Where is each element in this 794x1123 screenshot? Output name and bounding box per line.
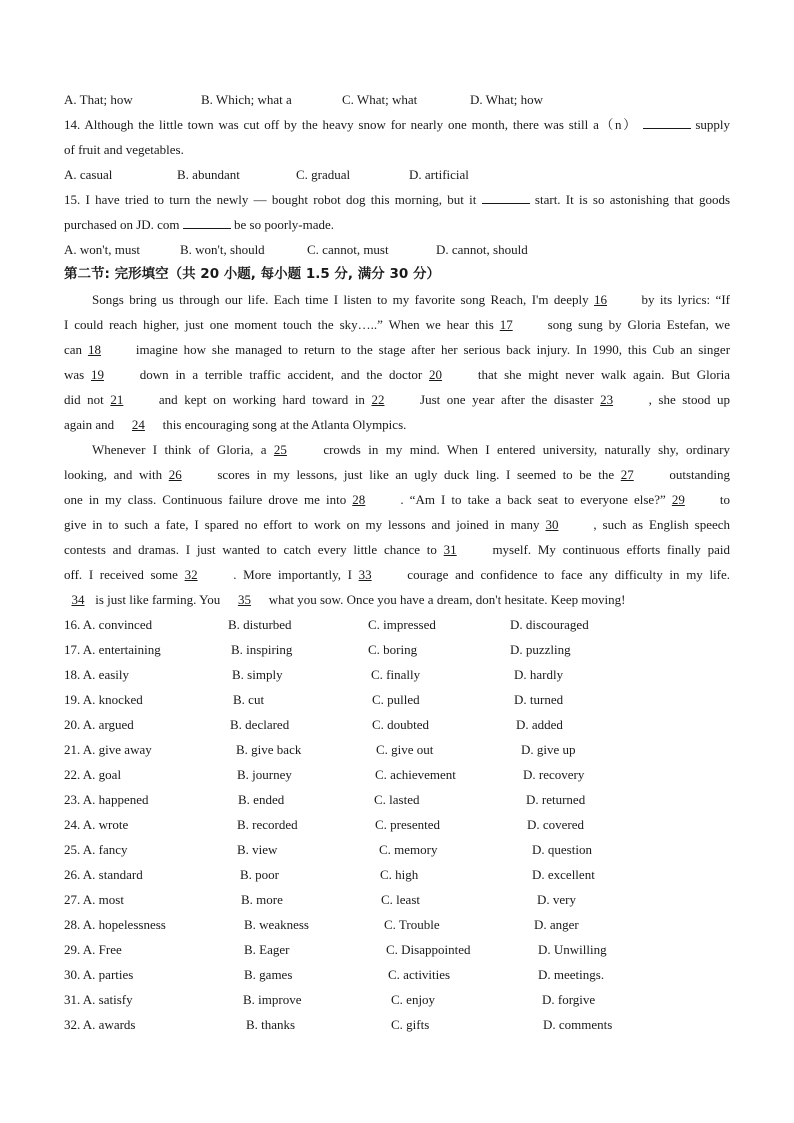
q21-option-b[interactable]: B. give back xyxy=(236,742,302,757)
passage-text: , she stood up xyxy=(648,392,731,407)
q18-option-b[interactable]: B. simply xyxy=(232,667,283,682)
choice-row-31 xyxy=(64,987,730,1012)
blank-32[interactable]: 32 xyxy=(184,567,198,582)
passage-line-7 xyxy=(92,437,730,462)
passage-text: did not xyxy=(64,392,104,407)
q26-option-b[interactable]: B. poor xyxy=(240,867,279,882)
q18-option-c[interactable]: C. finally xyxy=(371,667,421,682)
q27-option-b[interactable]: B. more xyxy=(241,892,283,907)
passage-text: was xyxy=(64,367,85,382)
choice-row-16 xyxy=(64,612,730,637)
q24-option-d[interactable]: D. covered xyxy=(527,817,585,832)
blank-28[interactable]: 28 xyxy=(352,492,366,507)
q22-option-c[interactable]: C. achievement xyxy=(375,767,456,782)
blank-35[interactable]: 35 xyxy=(237,592,251,607)
passage-text: can xyxy=(64,342,83,357)
q15-stem-a: 15. I have tried to turn the newly — bought robot dog this morning, but it xyxy=(64,192,477,207)
q13-option-b[interactable]: B. Which; what a xyxy=(201,92,292,107)
blank-16[interactable]: 16 xyxy=(594,292,608,307)
q30-option-b[interactable]: B. games xyxy=(244,967,293,982)
passage-line-13 xyxy=(64,587,730,612)
passage-line-10 xyxy=(64,512,730,537)
passage-line-12 xyxy=(64,562,730,587)
choice-row-20 xyxy=(64,712,730,737)
q14-stem-a: 14. Although the little town was cut off by the heavy snow for nearly one month, there was still a（n） xyxy=(64,117,638,132)
passage-text: to xyxy=(719,492,731,507)
q15-stem-c: purchased on JD. com xyxy=(64,217,180,232)
q23-option-b[interactable]: B. ended xyxy=(238,792,285,807)
choice-row-21 xyxy=(64,737,730,762)
q14-stem-b: supply xyxy=(695,117,731,132)
choice-row-24 xyxy=(64,812,730,837)
q28-option-d[interactable]: D. anger xyxy=(534,917,579,932)
q32-option-d[interactable]: D. comments xyxy=(543,1017,613,1032)
passage-text: and kept on working hard toward in xyxy=(158,392,365,407)
section-heading: 第二节: 完形填空（共 20 小题, 每小题 1.5 分, 满分 30 分） xyxy=(64,266,440,282)
q27-option-c[interactable]: C. least xyxy=(381,892,420,907)
passage-text: what you sow. Once you have a dream, don't hesitate. Keep moving! xyxy=(268,592,626,607)
passage-text: that she might never walk again. But Gloria xyxy=(477,367,730,382)
q24-option-c[interactable]: C. presented xyxy=(375,817,440,832)
q15-stem-line1 xyxy=(64,187,730,212)
q14-option-b[interactable]: B. abundant xyxy=(177,167,240,182)
q14-stem-line2 xyxy=(64,137,730,162)
passage-text: courage and confidence to face any difficulty in my life. xyxy=(407,567,731,582)
choice-row-30 xyxy=(64,962,730,987)
passage-line-2 xyxy=(64,312,730,337)
q20-option-b[interactable]: B. declared xyxy=(230,717,290,732)
q14-option-a[interactable]: A. casual xyxy=(64,167,113,182)
passage-line-11 xyxy=(64,537,730,562)
q15-answer-blank-2[interactable] xyxy=(183,216,231,229)
choice-row-29 xyxy=(64,937,730,962)
passage-text: one in my class. Continuous failure drove me into xyxy=(64,492,347,507)
blank-21[interactable]: 21 xyxy=(110,392,124,407)
q15-stem-d: be so poorly-made. xyxy=(234,217,335,232)
q30-option-c[interactable]: C. activities xyxy=(388,967,451,982)
passage-text: is just like farming. You xyxy=(95,592,221,607)
passage-text: off. I received some xyxy=(64,567,178,582)
passage-text: contests and dramas. I just wanted to catch every little chance to xyxy=(64,542,437,557)
passage-text: looking, and with xyxy=(64,467,163,482)
passage-line-1 xyxy=(92,287,730,312)
q21-option-d[interactable]: D. give up xyxy=(521,742,576,757)
q28-option-c[interactable]: C. Trouble xyxy=(384,917,440,932)
q14-stem-c: of fruit and vegetables. xyxy=(64,142,184,157)
q13-options xyxy=(64,87,730,112)
blank-19[interactable]: 19 xyxy=(91,367,104,382)
q26-option-c[interactable]: C. high xyxy=(380,867,419,882)
q24-option-a[interactable]: 24. A. wrote xyxy=(64,817,129,832)
q17-option-c[interactable]: C. boring xyxy=(368,642,418,657)
q19-option-b[interactable]: B. cut xyxy=(233,692,265,707)
q29-option-b[interactable]: B. Eager xyxy=(244,942,290,957)
q25-option-b[interactable]: B. view xyxy=(237,842,278,857)
blank-17[interactable]: 17 xyxy=(499,317,513,332)
q22-option-a[interactable]: 22. A. goal xyxy=(64,767,122,782)
blank-23[interactable]: 23 xyxy=(600,392,614,407)
q30-option-d[interactable]: D. meetings. xyxy=(538,967,605,982)
q25-option-d[interactable]: D. question xyxy=(532,842,592,857)
q32-option-c[interactable]: C. gifts xyxy=(391,1017,430,1032)
q29-option-a[interactable]: 29. A. Free xyxy=(64,942,122,957)
q16-option-c[interactable]: C. impressed xyxy=(368,617,436,632)
passage-text: again and xyxy=(64,417,115,432)
blank-30[interactable]: 30 xyxy=(545,517,559,532)
q19-option-c[interactable]: C. pulled xyxy=(372,692,420,707)
q13-option-c[interactable]: C. What; what xyxy=(342,92,418,107)
q15-stem-b: start. It is so astonishing that goods xyxy=(534,192,731,207)
q20-option-a[interactable]: 20. A. argued xyxy=(64,717,134,732)
q18-option-d[interactable]: D. hardly xyxy=(514,667,564,682)
q20-option-c[interactable]: C. doubted xyxy=(372,717,430,732)
passage-text: this encouraging song at the Atlanta Olympics. xyxy=(162,417,407,432)
q14-stem-line1 xyxy=(64,112,730,137)
passage-line-4 xyxy=(64,362,730,387)
q31-option-a[interactable]: 31. A. satisfy xyxy=(64,992,133,1007)
q29-option-c[interactable]: C. Disappointed xyxy=(386,942,471,957)
q25-option-a[interactable]: 25. A. fancy xyxy=(64,842,128,857)
blank-22[interactable]: 22 xyxy=(371,392,385,407)
blank-31[interactable]: 31 xyxy=(443,542,457,557)
q23-option-d[interactable]: D. returned xyxy=(526,792,586,807)
q24-option-b[interactable]: B. recorded xyxy=(237,817,298,832)
q20-option-d[interactable]: D. added xyxy=(516,717,563,732)
passage-text: by its lyrics: “If xyxy=(641,292,730,307)
passage-text: Songs bring us through our life. Each time I listen to my favorite song Reach, I'm deeply xyxy=(92,292,589,307)
q16-option-a[interactable]: 16. A. convinced xyxy=(64,617,153,632)
q14-options xyxy=(64,162,730,187)
q26-option-a[interactable]: 26. A. standard xyxy=(64,867,143,882)
q26-option-d[interactable]: D. excellent xyxy=(532,867,595,882)
q28-option-a[interactable]: 28. A. hopelessness xyxy=(64,917,166,932)
q16-option-b[interactable]: B. disturbed xyxy=(228,617,292,632)
q15-options xyxy=(64,237,730,262)
blank-20[interactable]: 20 xyxy=(429,367,443,382)
passage-line-5 xyxy=(64,387,730,412)
choice-row-28 xyxy=(64,912,730,937)
passage-text: Just one year after the disaster xyxy=(420,392,594,407)
choice-row-19 xyxy=(64,687,730,712)
q23-option-a[interactable]: 23. A. happened xyxy=(64,792,149,807)
choice-row-25 xyxy=(64,837,730,862)
q28-option-b[interactable]: B. weakness xyxy=(244,917,309,932)
q18-option-a[interactable]: 18. A. easily xyxy=(64,667,129,682)
q23-option-c[interactable]: C. lasted xyxy=(374,792,420,807)
q32-option-a[interactable]: 32. A. awards xyxy=(64,1017,136,1032)
passage-line-8 xyxy=(64,462,730,487)
choice-row-18 xyxy=(64,662,730,687)
q21-option-a[interactable]: 21. A. give away xyxy=(64,742,152,757)
q27-option-a[interactable]: 27. A. most xyxy=(64,892,124,907)
choice-row-17 xyxy=(64,637,730,662)
passage-text: , such as English speech xyxy=(593,517,731,532)
blank-25[interactable]: 25 xyxy=(273,442,287,457)
passage-line-6 xyxy=(64,412,730,437)
blank-24[interactable]: 24 xyxy=(131,417,145,432)
q17-option-d[interactable]: D. puzzling xyxy=(510,642,571,657)
passage-text: . More importantly, I xyxy=(233,567,352,582)
q14-option-d[interactable]: D. artificial xyxy=(409,167,469,182)
passage-text: give in to such a fate, I spared no effort to work on my lessons and joined in many xyxy=(64,517,540,532)
q17-option-b[interactable]: B. inspiring xyxy=(231,642,293,657)
blank-29[interactable]: 29 xyxy=(671,492,685,507)
passage-text: I could reach higher, just one moment touch the sky…..” When we hear this xyxy=(64,317,494,332)
choice-row-26 xyxy=(64,862,730,887)
q22-option-b[interactable]: B. journey xyxy=(237,767,292,782)
q13-option-a[interactable]: A. That; how xyxy=(64,92,133,107)
q31-option-d[interactable]: D. forgive xyxy=(542,992,596,1007)
passage-text: outstanding xyxy=(669,467,731,482)
passage-text: scores in my lessons, just like an ugly duck ling. I seemed to be the xyxy=(217,467,615,482)
q15-option-a[interactable]: A. won't, must xyxy=(64,242,141,257)
q15-option-b[interactable]: B. won't, should xyxy=(180,242,265,257)
q14-answer-blank[interactable] xyxy=(643,116,691,129)
passage-text: imagine how she managed to return to the stage after her serious back injury. In 1990, this Cub an singer xyxy=(135,342,731,357)
q19-option-d[interactable]: D. turned xyxy=(514,692,564,707)
q31-option-c[interactable]: C. enjoy xyxy=(391,992,436,1007)
choice-row-23 xyxy=(64,787,730,812)
q15-option-c[interactable]: C. cannot, must xyxy=(307,242,389,257)
q16-option-d[interactable]: D. discouraged xyxy=(510,617,589,632)
blank-26[interactable]: 26 xyxy=(168,467,182,482)
q15-stem-line2 xyxy=(64,212,730,237)
q13-option-d[interactable]: D. What; how xyxy=(470,92,544,107)
passage-text: Whenever I think of Gloria, a xyxy=(92,442,267,457)
q21-option-c[interactable]: C. give out xyxy=(376,742,434,757)
q25-option-c[interactable]: C. memory xyxy=(379,842,438,857)
q31-option-b[interactable]: B. improve xyxy=(243,992,302,1007)
passage-text: song sung by Gloria Estefan, we xyxy=(547,317,731,332)
q30-option-a[interactable]: 30. A. parties xyxy=(64,967,134,982)
passage-line-9 xyxy=(64,487,730,512)
q15-option-d[interactable]: D. cannot, should xyxy=(436,242,528,257)
passage-text: myself. My continuous efforts finally paid xyxy=(492,542,730,557)
q22-option-d[interactable]: D. recovery xyxy=(523,767,585,782)
q14-option-c[interactable]: C. gradual xyxy=(296,167,351,182)
q19-option-a[interactable]: 19. A. knocked xyxy=(64,692,143,707)
q32-option-b[interactable]: B. thanks xyxy=(246,1017,296,1032)
blank-27[interactable]: 27 xyxy=(620,467,634,482)
q29-option-d[interactable]: D. Unwilling xyxy=(538,942,607,957)
choice-row-27 xyxy=(64,887,730,912)
blank-33[interactable]: 33 xyxy=(358,567,372,582)
q27-option-d[interactable]: D. very xyxy=(537,892,576,907)
passage-text: crowds in my mind. When I entered university, naturally shy, ordinary xyxy=(323,442,731,457)
passage-text: . “Am I to take a back seat to everyone else?” xyxy=(400,492,666,507)
q15-answer-blank-1[interactable] xyxy=(482,191,530,204)
choice-row-32 xyxy=(64,1012,730,1037)
choice-row-22 xyxy=(64,762,730,787)
blank-18[interactable]: 18 xyxy=(87,342,101,357)
blank-34[interactable]: 34 xyxy=(71,592,85,607)
q17-option-a[interactable]: 17. A. entertaining xyxy=(64,642,161,657)
passage-line-3 xyxy=(64,337,730,362)
passage-text: down in a terrible traffic accident, and the doctor xyxy=(139,367,423,382)
